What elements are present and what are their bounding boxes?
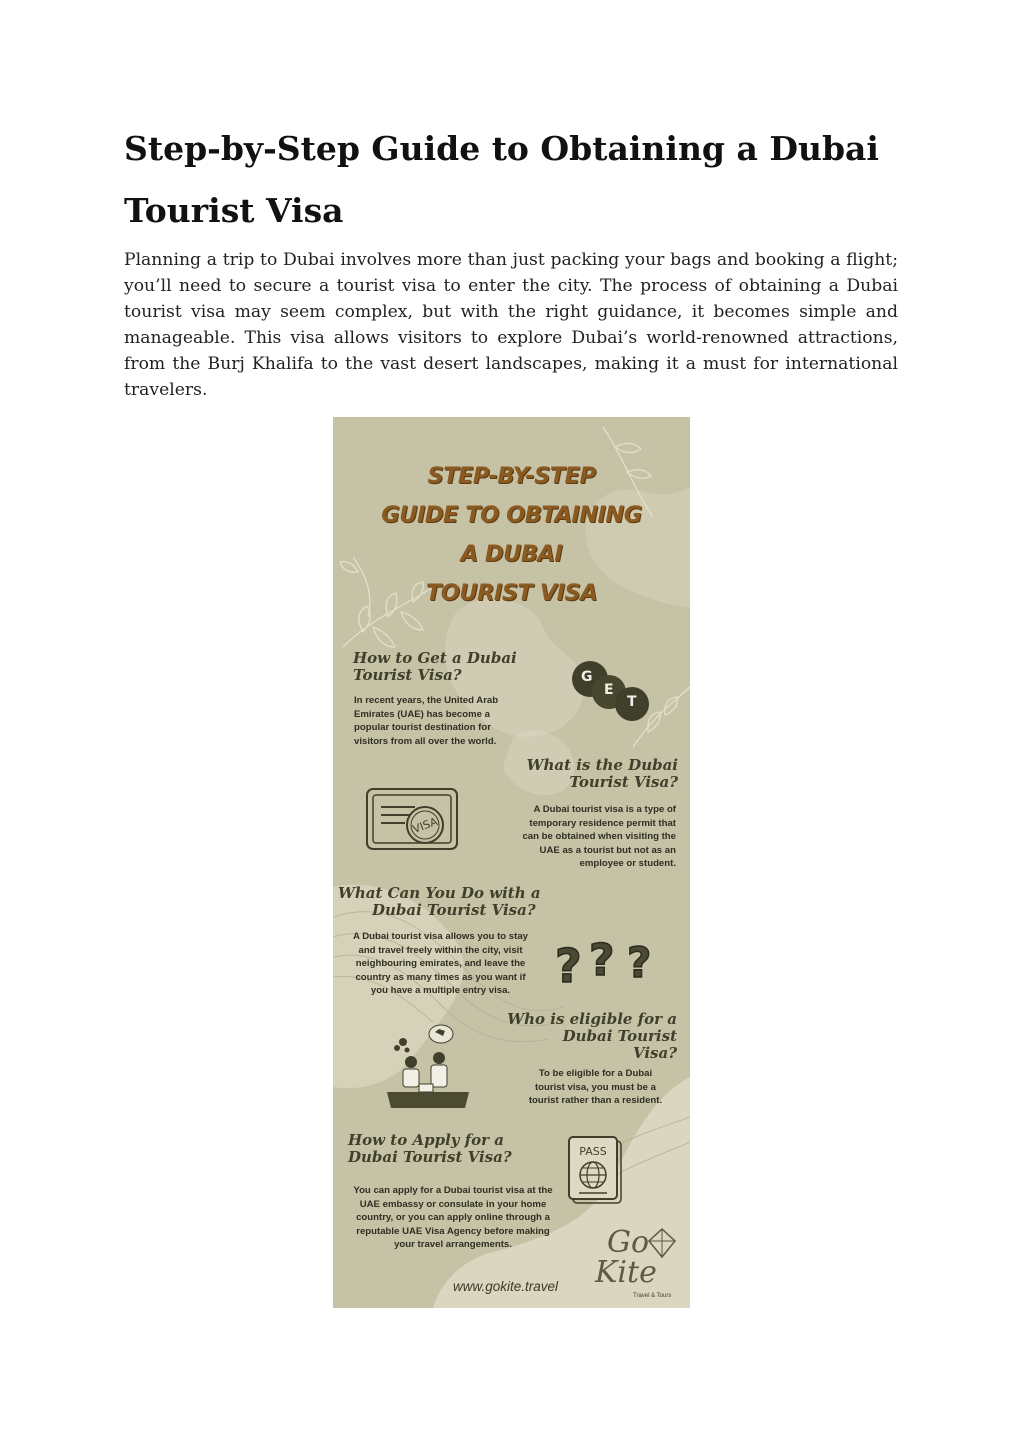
heading-line: Dubai Tourist	[562, 1027, 677, 1045]
logo-text: Kite	[595, 1255, 657, 1290]
body-line: In recent years, the United Arab	[354, 695, 499, 706]
svg-text:?: ?	[627, 938, 652, 987]
body-line: you have a multiple entry visa.	[370, 985, 511, 997]
title-line: TOURIST VISA	[425, 580, 598, 606]
section-heading	[338, 885, 578, 919]
body-line: A Dubai tourist visa is a type of	[533, 804, 676, 815]
passport-icon	[567, 1135, 625, 1207]
body-line: country, or you can apply online through a	[356, 1212, 550, 1224]
body-line: tourist rather than a resident.	[528, 1095, 663, 1107]
heading-line: How to Get a Dubai	[353, 649, 517, 667]
svg-text:?: ?	[589, 935, 615, 986]
section-heading	[353, 650, 573, 684]
section-heading	[348, 1132, 568, 1166]
section-body	[343, 1184, 563, 1252]
section-body	[354, 694, 554, 748]
section-body	[473, 803, 676, 871]
pass-label: PASS	[579, 1145, 607, 1158]
logo-text: Go	[607, 1225, 650, 1260]
title-line: STEP-BY-STEP	[427, 463, 596, 489]
body-line: and travel freely within the city, visit	[358, 944, 523, 956]
body-line: You can apply for a Dubai tourist visa at the	[353, 1185, 553, 1196]
heading-line: Tourist Visa?	[569, 773, 678, 791]
logo-tagline: Travel & Tours	[633, 1293, 672, 1299]
travelers-illustration	[383, 1022, 473, 1112]
gokite-logo	[595, 1225, 685, 1305]
body-line: visitors from all over the world.	[354, 735, 497, 747]
body-line: neighbouring emirates, and leave the	[355, 958, 526, 970]
body-line: UAE embassy or consulate in your home	[359, 1198, 547, 1210]
body-line: your travel arrangements.	[394, 1239, 512, 1251]
heading-line: Who is eligible for a	[507, 1010, 677, 1028]
section-body	[508, 1067, 683, 1108]
section-body	[338, 930, 543, 998]
heading-line: Tourist Visa?	[353, 666, 462, 684]
body-line: temporary residence permit that	[529, 817, 676, 829]
body-line: popular tourist destination for	[354, 722, 491, 734]
get-letter: E	[604, 682, 614, 698]
body-line: can be obtained when visiting the	[522, 831, 676, 843]
body-line: tourist visa, you must be a	[534, 1081, 657, 1093]
intro-paragraph: Planning a trip to Dubai involves more than just packing your bags and booking a flight; you’ll need to secure a tourist visa to enter the city. The process of obtaining a Dubai tourist visa may seem complex, but with the right guidance, it becomes simple and manageable. This visa allows visitors to explore Dubai’s world-renowned attractions, from the Burj Khalifa to the vast desert landscapes, making it a must for international travelers.	[124, 250, 898, 400]
title-line: GUIDE TO OBTAINING	[381, 502, 642, 528]
section-heading	[473, 757, 678, 791]
body-line: country as many times as you want if	[355, 971, 526, 983]
heading-line: Dubai Tourist Visa?	[348, 1148, 512, 1166]
body-line: reputable UAE Visa Agency before making	[356, 1225, 550, 1237]
title-line: A DUBAI	[460, 541, 563, 567]
body-line: To be eligible for a Dubai	[538, 1068, 653, 1079]
body-line: employee or student.	[579, 858, 676, 870]
svg-text:?: ?	[555, 939, 582, 993]
get-letter: T	[627, 694, 637, 710]
heading-line: What Can You Do with a	[338, 884, 541, 902]
visa-stamp-text: VISA	[410, 815, 440, 836]
heading-line: What is the Dubai	[526, 756, 678, 774]
heading-line: How to Apply for a	[348, 1131, 505, 1149]
body-line: UAE as a tourist but not as an	[539, 844, 676, 856]
question-marks-icon	[553, 927, 665, 997]
get-letter: G	[581, 669, 593, 685]
heading-line: Visa?	[632, 1044, 677, 1062]
section-heading	[473, 1011, 677, 1062]
infographic	[333, 417, 690, 1308]
page-title: Step-by-Step Guide to Obtaining a Dubai Tourist Visa	[124, 129, 879, 230]
infographic-title	[333, 457, 690, 613]
website-link[interactable]: www.gokite.travel	[453, 1279, 559, 1294]
visa-card-icon	[365, 787, 459, 851]
body-line: Emirates (UAE) has become a	[354, 708, 490, 720]
heading-line: Dubai Tourist Visa?	[372, 901, 536, 919]
body-line: A Dubai tourist visa allows you to stay	[352, 931, 529, 942]
